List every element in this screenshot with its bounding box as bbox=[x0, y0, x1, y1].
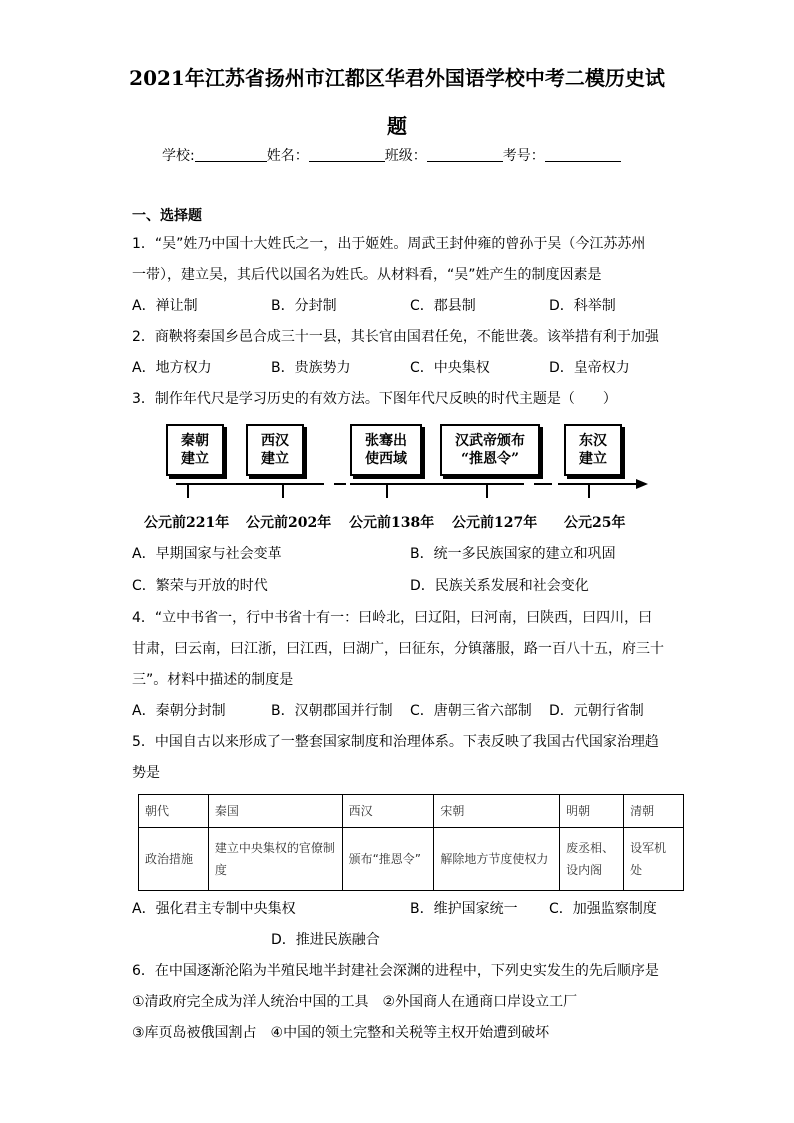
q3-option-b[interactable]: B．统一多民族国家的建立和巩固 bbox=[410, 546, 616, 562]
q4-option-a[interactable]: A．秦朝分封制 bbox=[132, 703, 226, 719]
q5-option-d[interactable]: D．推进民族融合 bbox=[271, 932, 380, 948]
q6-text-1: 6．在中国逐渐沦陷为半殖民地半封建社会深渊的进程中，下列史实发生的先后顺序是 bbox=[132, 963, 659, 979]
q6-text-3: ③库页岛被俄国割占 ④中国的领土完整和关税等主权开始遭到破坏 bbox=[132, 1025, 550, 1041]
q1-option-c[interactable]: C．郡县制 bbox=[410, 298, 476, 314]
q2-option-a[interactable]: A．地方权力 bbox=[132, 360, 212, 376]
table-header-cell: 明朝 bbox=[560, 795, 624, 828]
q4-option-c[interactable]: C．唐朝三省六部制 bbox=[410, 703, 532, 719]
q5-option-a[interactable]: A．强化君主专制中央集权 bbox=[132, 901, 296, 917]
name-label: 姓名： bbox=[266, 148, 309, 164]
table-cell: 颁布“推恩令” bbox=[342, 828, 434, 891]
timeline-year-1: 公元前221年 bbox=[144, 515, 230, 531]
q2-option-b[interactable]: B．贵族势力 bbox=[271, 360, 351, 376]
timeline-year-3: 公元前138年 bbox=[349, 515, 435, 531]
q4-text-1: 4．“立中书省一，行中书省十有一：曰岭北，曰辽阳，曰河南，曰陕西，曰四川，曰 bbox=[132, 610, 653, 626]
timeline-event-eastern-han: 东汉 建立 bbox=[564, 424, 622, 476]
q1-option-d[interactable]: D．科举制 bbox=[549, 298, 616, 314]
q3-option-d[interactable]: D．民族关系发展和社会变化 bbox=[410, 578, 589, 594]
class-label: 班级： bbox=[384, 148, 427, 164]
q3-option-c[interactable]: C．繁荣与开放的时代 bbox=[132, 578, 268, 594]
table-row bbox=[139, 828, 684, 891]
q4-text-3: 三”。材料中描述的制度是 bbox=[132, 672, 294, 688]
timeline-event-zhang-qian: 张骞出 使西域 bbox=[350, 424, 422, 476]
table-header-cell: 朝代 bbox=[139, 795, 209, 828]
timeline-event-western-han: 西汉 建立 bbox=[246, 424, 304, 476]
section-heading: 一、选择题 bbox=[132, 208, 202, 224]
q5-text-1: 5．中国自古以来形成了一整套国家制度和治理体系。下表反映了我国古代国家治理趋 bbox=[132, 734, 659, 750]
q2-option-d[interactable]: D．皇帝权力 bbox=[549, 360, 630, 376]
q3-option-a[interactable]: A．早期国家与社会变革 bbox=[132, 546, 282, 562]
timeline-year-5: 公元25年 bbox=[564, 515, 626, 531]
table-header-cell: 西汉 bbox=[342, 795, 434, 828]
q2-text-1: 2．商鞅将秦国乡邑合成三十一县，其长官由国君任免，不能世袭。该举措有利于加强 bbox=[132, 329, 659, 345]
table-cell: 解除地方节度使权力 bbox=[434, 828, 560, 891]
school-label: 学校: bbox=[162, 148, 195, 164]
q4-text-2: 甘肃，曰云南，曰江浙，曰江西，曰湖广，曰征东，分镇藩服，路一百八十五，府三十 bbox=[132, 641, 664, 657]
timeline-event-tuien-ling: 汉武帝颁布 “推恩令” bbox=[440, 424, 540, 476]
page-title-line1: 2021年江苏省扬州市江都区华君外国语学校中考二模历史试 bbox=[129, 66, 665, 90]
table-row-label: 政治措施 bbox=[139, 828, 209, 891]
table-cell: 建立中央集权的官僚制度 bbox=[208, 828, 342, 891]
timeline-year-2: 公元前202年 bbox=[246, 515, 332, 531]
q1-text-2: 一带），建立吴，其后代以国名为姓氏。从材料看，“吴”姓产生的制度因素是 bbox=[132, 267, 602, 283]
q4-option-b[interactable]: B．汉朝郡国并行制 bbox=[271, 703, 393, 719]
q6-text-2: ①清政府完全成为洋人统治中国的工具 ②外国商人在通商口岸设立工厂 bbox=[132, 994, 578, 1010]
q1-option-a[interactable]: A．禅让制 bbox=[132, 298, 198, 314]
table-header-row bbox=[139, 795, 684, 828]
q1-text-1: 1．“吴”姓乃中国十大姓氏之一，出于姬姓。周武王封仲雍的曾孙于吴（今江苏苏州 bbox=[132, 236, 646, 252]
table-header-cell: 秦国 bbox=[208, 795, 342, 828]
table-header-cell: 宋朝 bbox=[434, 795, 560, 828]
governance-table bbox=[138, 794, 684, 891]
q2-option-c[interactable]: C．中央集权 bbox=[410, 360, 490, 376]
timeline-year-4: 公元前127年 bbox=[452, 515, 538, 531]
table-cell: 设军机处 bbox=[624, 828, 684, 891]
q1-option-b[interactable]: B．分封制 bbox=[271, 298, 337, 314]
table-cell: 废丞相、设内阁 bbox=[560, 828, 624, 891]
table-header-cell: 清朝 bbox=[624, 795, 684, 828]
q4-option-d[interactable]: D．元朝行省制 bbox=[549, 703, 644, 719]
timeline-event-qin: 秦朝 建立 bbox=[166, 424, 224, 476]
q3-text-1: 3．制作年代尺是学习历史的有效方法。下图年代尺反映的时代主题是（ ） bbox=[132, 391, 617, 407]
page-title-line2: 题 bbox=[387, 114, 407, 138]
exam-no-label: 考号： bbox=[502, 148, 545, 164]
q5-option-b[interactable]: B．维护国家统一 bbox=[410, 901, 518, 917]
q5-text-2: 势是 bbox=[132, 765, 160, 781]
q5-option-c[interactable]: C．加强监察制度 bbox=[549, 901, 657, 917]
